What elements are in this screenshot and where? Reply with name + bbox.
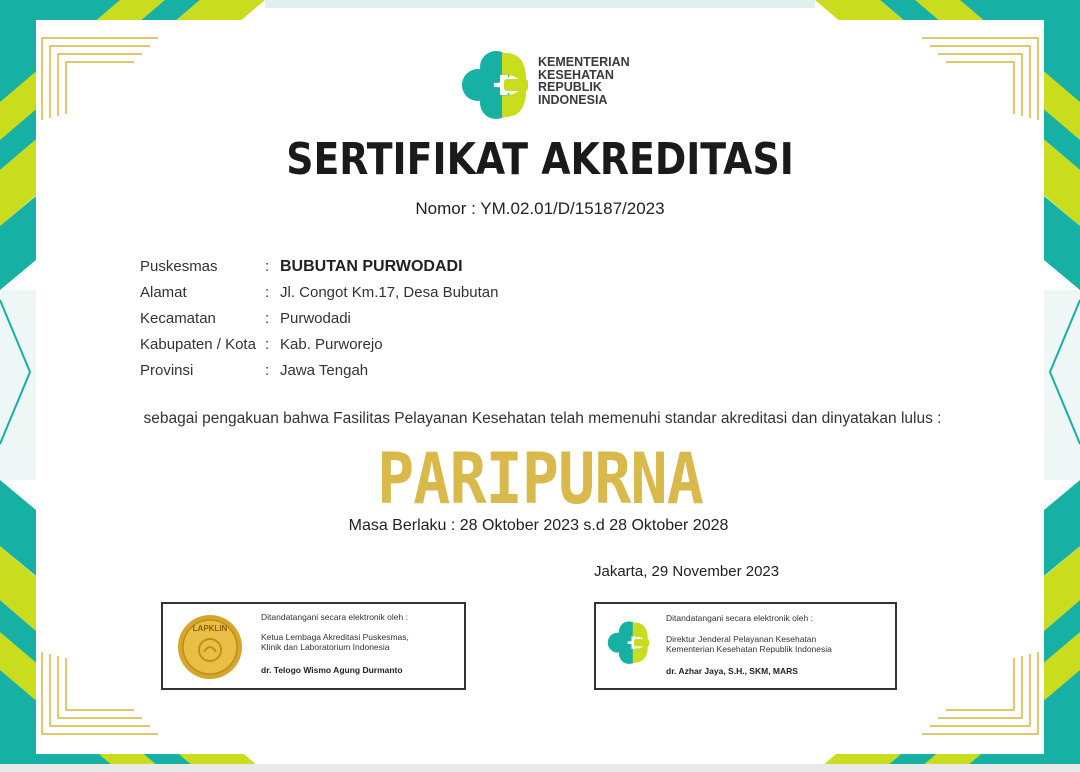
signer-role-line2: Kementerian Kesehatan Republik Indonesia bbox=[666, 644, 832, 654]
field-separator: : bbox=[265, 258, 270, 275]
signature-heading: Ditandatangani secara elektronik oleh : bbox=[666, 613, 813, 623]
signature-heading: Ditandatangani secara elektronik oleh : bbox=[261, 612, 408, 622]
field-label: Kecamatan bbox=[140, 310, 216, 327]
field-value: Kab. Purworejo bbox=[280, 336, 383, 353]
certificate-title: SERTIFIKAT AKREDITASI bbox=[286, 134, 794, 185]
signer-role-line2: Klinik dan Laboratorium Indonesia bbox=[261, 642, 390, 652]
ministry-name bbox=[538, 56, 630, 106]
signature-box-kemenkes bbox=[594, 602, 897, 690]
kemenkes-flower-logo-icon bbox=[604, 616, 654, 668]
field-value: BUBUTAN PURWODADI bbox=[280, 258, 463, 275]
signer-name: dr. Azhar Jaya, S.H., SKM, MARS bbox=[666, 666, 798, 676]
signer-role bbox=[666, 634, 832, 654]
field-label: Kabupaten / Kota bbox=[140, 336, 256, 353]
field-separator: : bbox=[265, 310, 270, 327]
field-value: Purwodadi bbox=[280, 310, 351, 327]
field-separator: : bbox=[265, 284, 270, 301]
signer-role-line1: Direktur Jenderal Pelayanan Kesehatan bbox=[666, 634, 817, 644]
ministry-name-line1: KEMENTERIAN bbox=[538, 55, 630, 69]
accreditation-level: PARIPURNA bbox=[377, 438, 703, 520]
field-separator: : bbox=[265, 362, 270, 379]
field-label: Puskesmas bbox=[140, 258, 218, 275]
accreditation-statement: sebagai pengakuan bahwa Fasilitas Pelayanan Kesehatan telah memenuhi standar akreditasi dan dinyatakan lulus : bbox=[143, 410, 942, 427]
field-separator: : bbox=[265, 336, 270, 353]
signature-box-lapklin bbox=[161, 602, 466, 690]
signer-name: dr. Telogo Wismo Agung Durmanto bbox=[261, 665, 403, 675]
ministry-name-line4: INDONESIA bbox=[538, 92, 608, 107]
ministry-name-line2: KESEHATAN bbox=[538, 67, 614, 82]
signer-role-line1: Ketua Lembaga Akreditasi Puskesmas, bbox=[261, 632, 409, 642]
kemenkes-flower-logo-icon bbox=[456, 45, 536, 123]
field-value: Jawa Tengah bbox=[280, 362, 369, 379]
field-label: Provinsi bbox=[140, 362, 194, 379]
seal-label: LAPKLIN bbox=[192, 624, 228, 633]
issue-place-date: Jakarta, 29 November 2023 bbox=[594, 563, 780, 580]
certificate-number: Nomor : YM.02.01/D/15187/2023 bbox=[415, 199, 665, 218]
signer-role bbox=[261, 632, 409, 652]
field-value: Jl. Congot Km.17, Desa Bubutan bbox=[280, 284, 499, 301]
field-label: Alamat bbox=[140, 284, 187, 301]
ministry-name-line3: REPUBLIK bbox=[538, 80, 602, 94]
validity-period: Masa Berlaku : 28 Oktober 2023 s.d 28 Oktober 2028 bbox=[348, 517, 729, 534]
